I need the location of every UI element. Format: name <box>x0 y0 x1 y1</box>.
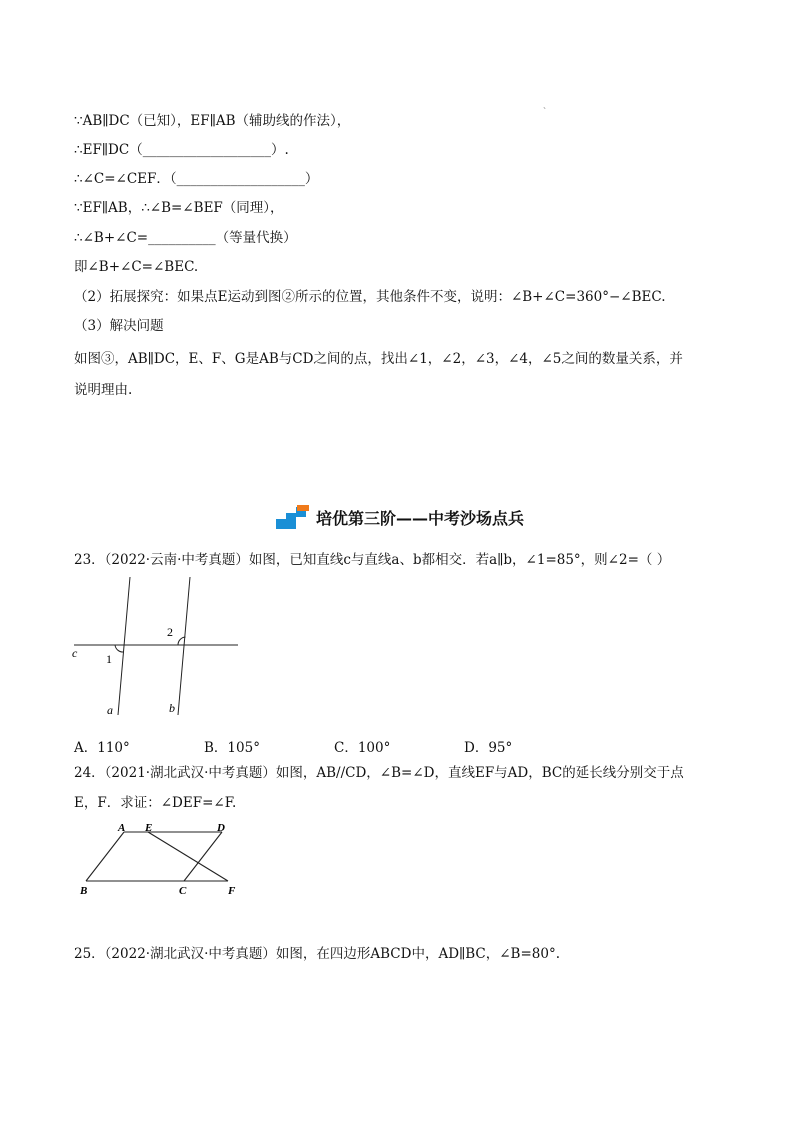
part3-title: （3）解决问题 <box>74 318 164 334</box>
segment-ab <box>86 832 124 881</box>
choice-d[interactable]: D．95° <box>464 740 513 756</box>
label-F: F <box>228 885 236 897</box>
q23-choices <box>74 736 594 756</box>
section-title: 培优第三阶——中考沙场点兵 <box>315 508 524 528</box>
q24-text-line2: E，F．求证：∠DEF=∠F. <box>74 795 237 811</box>
proof-line-1: ∵AB∥DC（已知），EF∥AB（辅助线的作法）， <box>74 113 351 129</box>
part3-text-line1: 如图③，AB∥DC，E、F、G是AB与CD之间的点，找出∠1，∠2，∠3，∠4，∠5之间的数量关系，并 <box>74 351 683 367</box>
stray-mark: 、 <box>543 101 551 110</box>
label-A: A <box>118 822 126 834</box>
q23-figure <box>70 575 250 720</box>
label-C: C <box>179 885 187 897</box>
part2-text: （2）拓展探究：如果点E运动到图②所示的位置，其他条件不变，说明：∠B+∠C=360°−∠BEC. <box>74 289 666 305</box>
choice-a[interactable]: A．110° <box>74 740 130 756</box>
q24-text-line1: 24．（2021·湖北武汉·中考真题）如图，AB//CD，∠B=∠D，直线EF与AD，BC的延长线分别交于点 <box>74 765 684 781</box>
angle-1-arc <box>115 645 124 652</box>
label-E: E <box>145 822 153 834</box>
label-a: a <box>107 703 113 717</box>
proof-line-6: 即∠B+∠C=∠BEC. <box>74 259 199 275</box>
label-1: 1 <box>106 652 112 666</box>
line-b <box>178 577 190 715</box>
label-c: c <box>72 646 78 660</box>
part3-text-line2: 说明理由. <box>74 382 133 398</box>
q24-figure <box>78 818 253 898</box>
proof-line-4: ∵EF∥AB，∴∠B=∠BEF（同理）， <box>74 200 284 216</box>
stair-steps-icon <box>276 505 310 529</box>
section-header <box>0 505 800 533</box>
proof-line-3: ∴∠C=∠CEF．（___________________） <box>74 171 319 187</box>
line-a <box>118 577 130 715</box>
label-b: b <box>169 701 175 715</box>
q23-text: 23．（2022·云南·中考真题）如图，已知直线c与直线a、b都相交．若a∥b，∠1=85°，则∠2=（ ） <box>74 552 671 568</box>
choice-b[interactable]: B．105° <box>204 740 260 756</box>
proof-line-2: ∴EF∥DC（___________________）. <box>74 142 289 158</box>
choice-c[interactable]: C．100° <box>334 740 391 756</box>
proof-line-5: ∴∠B+∠C=__________（等量代换） <box>74 230 297 246</box>
label-D: D <box>217 822 225 834</box>
label-2: 2 <box>167 625 173 639</box>
label-B: B <box>80 885 88 897</box>
q25-text: 25．（2022·湖北武汉·中考真题）如图，在四边形ABCD中，AD∥BC，∠B=80°. <box>74 946 561 962</box>
